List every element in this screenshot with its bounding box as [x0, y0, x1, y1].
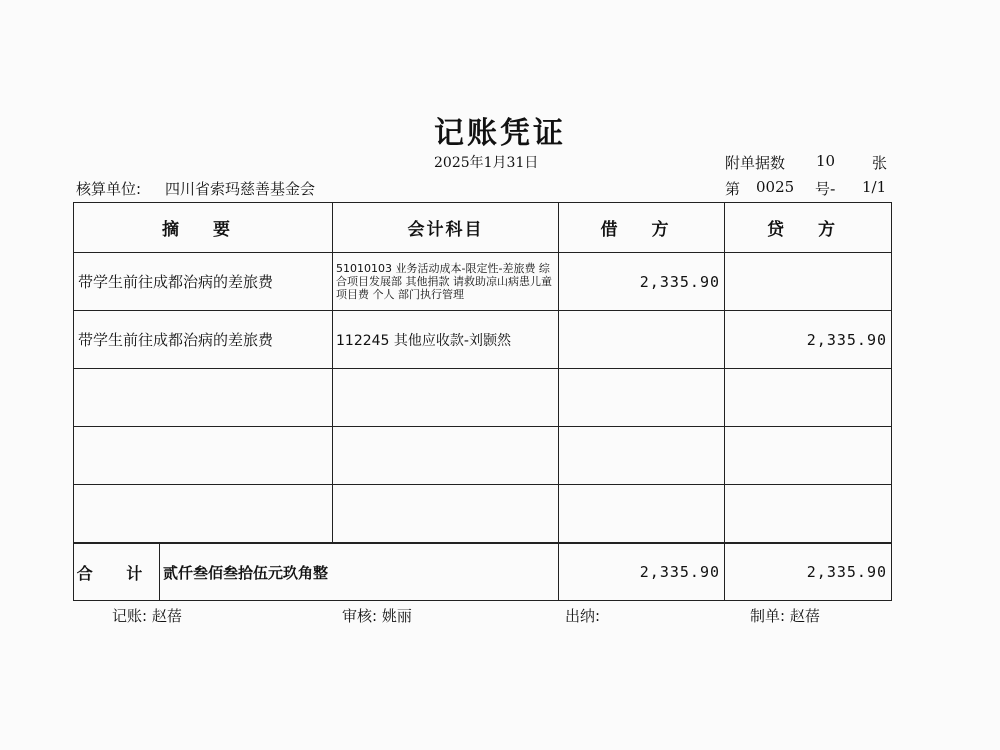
row-account: 112245 其他应收款-刘颢然: [333, 311, 559, 369]
total-amount-in-words: 贰仟叁佰叁拾伍元玖角整: [160, 543, 559, 601]
row-debit: [559, 369, 725, 427]
header-debit: 借 方: [559, 203, 725, 253]
row-summary: [74, 485, 333, 544]
header-account: 会计科目: [333, 203, 559, 253]
total-label: 合 计: [74, 543, 160, 601]
bookkeeper-signature: 记账: 赵蓓: [112, 607, 182, 625]
voucher-no-number: 0025: [756, 178, 795, 196]
header-credit: 贷 方: [725, 203, 892, 253]
row-credit: [725, 485, 892, 544]
accounting-unit-name: 四川省索玛慈善基金会: [165, 180, 316, 198]
row-account: [333, 369, 559, 427]
row-summary: 带学生前往成都治病的差旅费: [74, 311, 333, 369]
row-debit: [559, 427, 725, 485]
row-credit: 2,335.90: [725, 311, 892, 369]
row-account: [333, 427, 559, 485]
table-row: [74, 369, 892, 427]
total-credit: 2,335.90: [725, 543, 892, 601]
accounting-unit-label: 核算单位:: [76, 180, 142, 198]
voucher-title: 记账凭证: [434, 116, 566, 151]
voucher-table: [73, 202, 892, 601]
row-credit: [725, 253, 892, 311]
table-header: [74, 203, 892, 253]
table-row: [74, 485, 892, 544]
voucher-page: 1/1: [862, 178, 887, 196]
attachments-count: 10: [816, 152, 836, 170]
row-debit: 2,335.90: [559, 253, 725, 311]
attachments-label: 附单据数: [725, 154, 786, 172]
total-row: [74, 543, 892, 601]
preparer-signature: 制单: 赵蓓: [750, 607, 820, 625]
total-debit: 2,335.90: [559, 543, 725, 601]
voucher-no-suffix: 号-: [815, 180, 836, 198]
table-row: [74, 427, 892, 485]
row-debit: [559, 311, 725, 369]
row-debit: [559, 485, 725, 544]
header-summary: 摘 要: [74, 203, 333, 253]
row-credit: [725, 369, 892, 427]
voucher-no-prefix: 第: [725, 180, 741, 198]
table-row: [74, 311, 892, 369]
row-summary: [74, 427, 333, 485]
reviewer-signature: 审核: 姚丽: [342, 607, 412, 625]
attachments-unit: 张: [872, 154, 888, 172]
row-credit: [725, 427, 892, 485]
row-summary: 带学生前往成都治病的差旅费: [74, 253, 333, 311]
row-account: [333, 485, 559, 544]
cashier-signature: 出纳:: [565, 607, 601, 625]
row-account: 51010103 业务活动成本-限定性-差旅费 综合项目发展部 其他捐款 请救助凉山病患儿童 项目费 个人 部门执行管理: [333, 253, 559, 311]
row-summary: [74, 369, 333, 427]
table-row: [74, 253, 892, 311]
voucher-date: 2025年1月31日: [434, 155, 539, 171]
